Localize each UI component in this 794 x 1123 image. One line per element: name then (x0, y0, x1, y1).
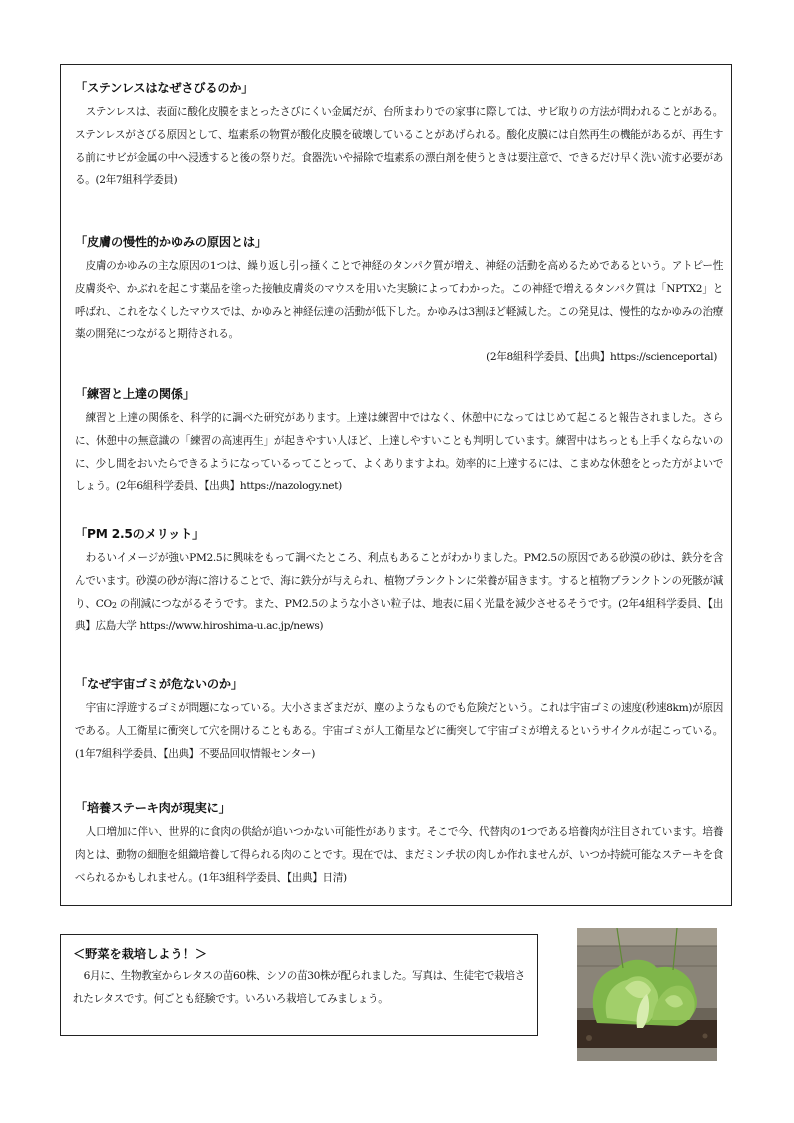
lettuce-image (577, 928, 717, 1061)
article-title: 「練習と上達の関係」 (75, 387, 195, 401)
vegetable-box (60, 934, 538, 1036)
article-title: 「なぜ宇宙ゴミが危ないのか」 (75, 677, 243, 691)
article-practice (75, 385, 723, 498)
article-itch (75, 233, 723, 369)
subscript-two: 2 (111, 600, 117, 610)
article-body: 練習と上達の関係を、科学的に調べた研究があります。上達は練習中ではなく、休憩中になってはじめて起こると報告されました。さらに、休憩中の無意識の「練習の高速再生」が起きやすい人ほど、上達しやすいことも判明しています。練習中はちっとも上手くならないのに、少し間をおいたらできるようになっているってことって、よくありますよね。効率的に上達するには、こまめな休憩をとった方がよいでしょう。(2年6組科学委員、【出典】https://nazology.net) (75, 412, 723, 493)
article-body-part2: の削減につながるそうです。また、PM2.5のような小さい粒子は、地表に届く光量を減少させるそうです。(2年4組科学委員、【出典】広島大学 https://www.hiroshima-u.ac.jp/news) (75, 597, 724, 633)
article-title: 「ステンレスはなぜさびるのか」 (75, 81, 254, 95)
article-title: 「PM 2.5のメリット」 (75, 527, 205, 541)
vegetable-body: 6月に、生物教室からレタスの苗60株、シソの苗30株が配られました。写真は、生徒宅で栽培されたレタスです。何ごとも経験です。いろいろ栽培してみましょう。 (73, 970, 525, 1005)
article-body: ステンレスは、表面に酸化皮膜をまとったさびにくい金属だが、台所まわりでの家事に際しては、サビ取りの方法が問われることがある。ステンレスがさびる原因として、塩素系の物質が酸化皮膜を破壊していることがあげられる。酸化皮膜には自然再生の機能があるが、再生する前にサビが金属の中へ浸透すると後の祭りだ。食器洗いや掃除で塩素系の漂白剤を使うときは要注意で、できるだけ早く洗い流す必要がある。(2年7組科学委員) (75, 106, 723, 187)
vegetable-title: ＜野菜を栽培しよう！＞ (73, 947, 208, 961)
article-body: 宇宙に浮遊するゴミが問題になっている。大小さまざまだが、塵のようなものでも危険だという。これは宇宙ゴミの速度(秒速8km)が原因である。人工衛星に衝突して穴を開けることもある。宇宙ゴミが人工衛星などに衝突して宇宙ゴミが増えるというサイクルが起こっている。(1年7組科学委員、【出典】不要品回収情報センター) (75, 702, 723, 760)
article-body: 人口増加に伴い、世界的に食肉の供給が追いつかない可能性があります。そこで今、代替肉の1つである培養肉が注目されています。培養肉とは、動物の細胞を組織培養して得られる肉のことです。現在では、まだミンチ状の肉しか作れませんが、いつか持続可能なステーキを食べられるかもしれません。(1年3組科学委員、【出典】日清) (75, 826, 723, 884)
article-body: 皮膚のかゆみの主な原因の1つは、繰り返し引っ掻くことで神経のタンパク質が増え、神経の活動を高めるためであるという。アトピー性皮膚炎や、かぶれを起こす薬品を塗った接触皮膚炎のマウスを用いた実験によってわかった。この神経で増えるタンパク質は「NPTX2」と呼ばれ、これをなくしたマウスでは、かゆみと神経伝達の活動が低下した。かゆみは3割ほど軽減した。この発見は、慢性的なかゆみの治療薬の開発につながると期待される。 (75, 260, 723, 341)
lettuce-photo (577, 928, 717, 1061)
article-body-part1: わるいイメージが強いPM2.5に興味をもって調べたところ、利点もあることがわかりました。PM2.5の原因である砂漠の砂は、鉄分を含んでいます。砂漠の砂が海に溶けることで、海に鉄分が与えられ、植物プランクトンに栄養が届きます。すると植物プランクトンの死骸が減り、CO (75, 552, 723, 610)
article-pm25 (75, 525, 723, 638)
article-body (75, 547, 723, 638)
article-source: (2年8組科学委員、【出典】https://scienceportal) (486, 351, 717, 364)
article-title: 「皮膚の慢性的かゆみの原因とは」 (75, 235, 267, 249)
article-cultured-meat (75, 799, 723, 889)
article-space-debris (75, 675, 723, 765)
articles-box (60, 64, 732, 906)
article-title: 「培養ステーキ肉が現実に」 (75, 801, 231, 815)
article-stainless (75, 79, 723, 192)
